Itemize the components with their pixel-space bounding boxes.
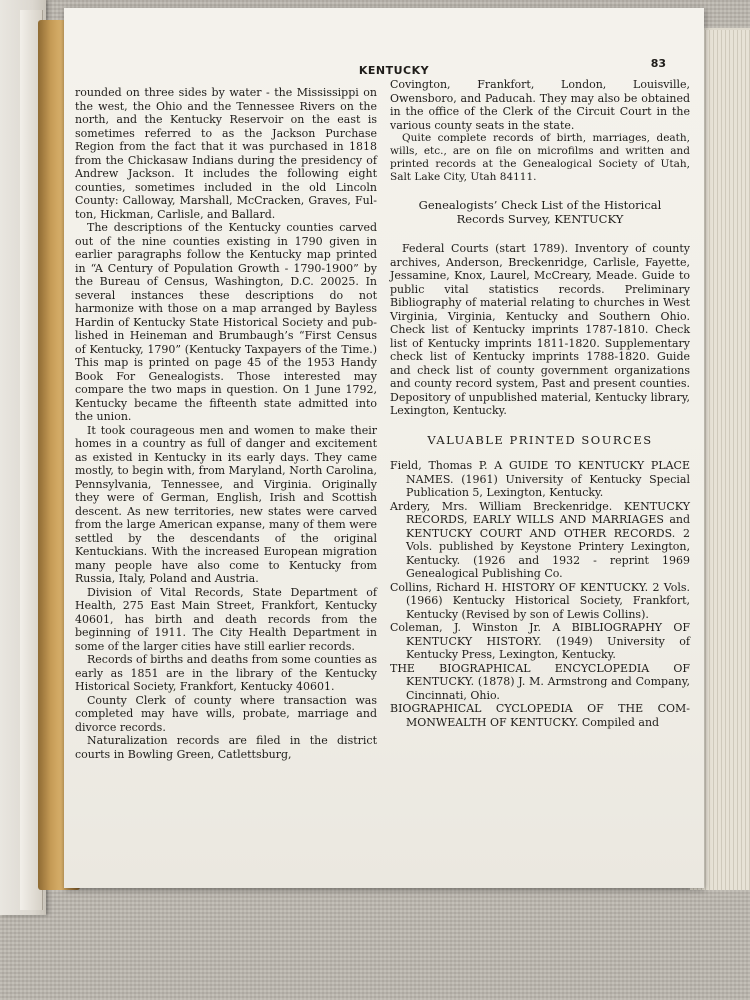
checklist-paragraph: Federal Courts (start 1789). Inventory of county archives, Anderson, Breckenridge, Carlisle, Fayette, Jessamine, Knox, Laurel, McCreary, Meade. Guide to public vital statistics records. Preliminary Bibliography of material relating to churches in West Virginia, Virginia, Kentucky and Southern Ohio. Check list of Kentucky imprints 1787-1810. Check list of Kentucky imprints 1811-1820. Supplementary check list of Kentucky imprints 1788-1820. Guide and check list of county government organizations and county record system, Past and present counties. Depository of unpublished material, Kentucky library, Lexington, Kentucky. [390, 242, 690, 417]
bibliography-entry: Ardery, Mrs. William Breckenridge. KENTUCKY RECORDS, EARLY WILLS AND MARRIAGES and KENTUCKY COURT AND OTHER RECORDS. 2 Vols. published by Keystone Printery Lexington, Kentucky. (1926 and 1932 - reprint 1969 Genealogical Publishing Co. [390, 499, 690, 580]
bibliography-entry: Collins, Richard H. HISTORY OF KENTUCKY. 2 Vols. (1966) Kentucky Historical Society, Frankfort, Kentucky (Revised by son of Lewis Collins). [390, 580, 690, 621]
checklist-heading [390, 198, 690, 226]
right-paragraph: Covington, Frankfort, London, Louisville, Owensboro, and Paducah. They may also be obtained in the office of the Clerk of the Circuit Court in the various county seats in the state. [390, 78, 690, 132]
book-page [64, 8, 704, 888]
bibliography-entry: THE BIOGRAPHICAL ENCYCLOPEDIA OF KENTUCKY. (1878) J. M. Armstrong and Company, Cincinnati, Ohio. [390, 661, 690, 702]
running-head: KENTUCKY [358, 64, 430, 77]
left-column [75, 86, 377, 761]
left-paragraph: rounded on three sides by water - the Mississippi on the west, the Ohio and the Tennessee Rivers on the north, and the Kentucky Reservoir on the east is sometimes referred to as the Jackson Purchase Region from the fact that it was purchased in 1818 from the Chickasaw Indians during the presidency of Andrew Jackson. It includes the following eight counties, sometimes included in the old Lincoln County: Calloway, Marshall, McCracken, Graves, Fulton, Hickman, Carlisle, and Ballard. [75, 86, 377, 221]
left-paragraph: The descriptions of the Kentucky counties carved out of the nine counties existing in 1790 given in earlier paragraphs follow the Kentucky map printed in “A Century of Population Growth - 1790-1900” by the Bureau of Census, Washington, D.C. 20025. In several instances these descriptions do not harmonize with those on a map arranged by Bayless Hardin of Kentucky State Historical Society and published in Heineman and Brumbaugh’s “First Census of Kentucky, 1790” (Kentucky Taxpayers of the Time.) This map is printed on page 45 of the 1953 Handy Book For Genealogists. Those interested may compare the two maps in question. On 1 June 1792, Kentucky became the fifteenth state admitted into the union. [75, 221, 377, 423]
right-column [390, 78, 690, 729]
left-paragraph: County Clerk of county where transaction was completed may have wills, probate, marriage and divorce records. [75, 693, 377, 734]
left-paragraph: Naturalization records are filed in the district courts in Bowling Green, Catlettsburg, [75, 734, 377, 761]
checklist-heading-line: Records Survey, KENTUCKY [456, 212, 624, 226]
left-paragraph: Records of births and deaths from some counties as early as 1851 are in the library of the Kentucky Historical Society, Frankfort, Kentucky 40601. [75, 653, 377, 693]
page-number: 83 [650, 57, 666, 70]
sources-heading: VALUABLE PRINTED SOURCES [427, 432, 653, 447]
right-paragraph: Quite complete records of birth, marriages, death, wills, etc., are on file on microfilms and written and printed records at the Genealogical Society of Utah, Salt Lake City, Utah 84111. [390, 132, 690, 183]
bibliography-entry: Field, Thomas P. A GUIDE TO KENTUCKY PLACE NAMES. (1961) University of Kentucky Special Publication 5, Lexington, Kentucky. [390, 459, 690, 499]
left-paragraph: Division of Vital Records, State Department of Health, 275 East Main Street, Frankfort, Kentucky 40601, has birth and death records from the beginning of 1911. The City Health Department in some of the larger cities have still earlier records. [75, 585, 377, 653]
bibliography-entry: Coleman, J. Winston Jr. A BIBLIOGRAPHY OF KENTUCKY HISTORY. (1949) University of Kentucky Press, Lexington, Kentucky. [390, 621, 690, 661]
checklist-heading-line: Genealogists’ Check List of the Historical [418, 198, 662, 212]
bibliography-entry: BIOGRAPHICAL CYCLOPEDIA OF THE COMMONWEALTH OF KENTUCKY. Compiled and [390, 702, 690, 729]
left-paragraph: It took courageous men and women to make their homes in a country as full of danger and excitement as existed in Kentucky in its early days. They came mostly, to begin with, from Maryland, North Carolina, Pennsylvania, Tennessee, and Virginia. Originally they were of German, English, Irish and Scottish descent. As new territories, new states were carved from the large American expanse, many of them were settled by the descendants of the original Kentuckians. With the increased European migration many people have also come to Kentucky from Russia, Italy, Poland and Austria. [75, 423, 377, 585]
